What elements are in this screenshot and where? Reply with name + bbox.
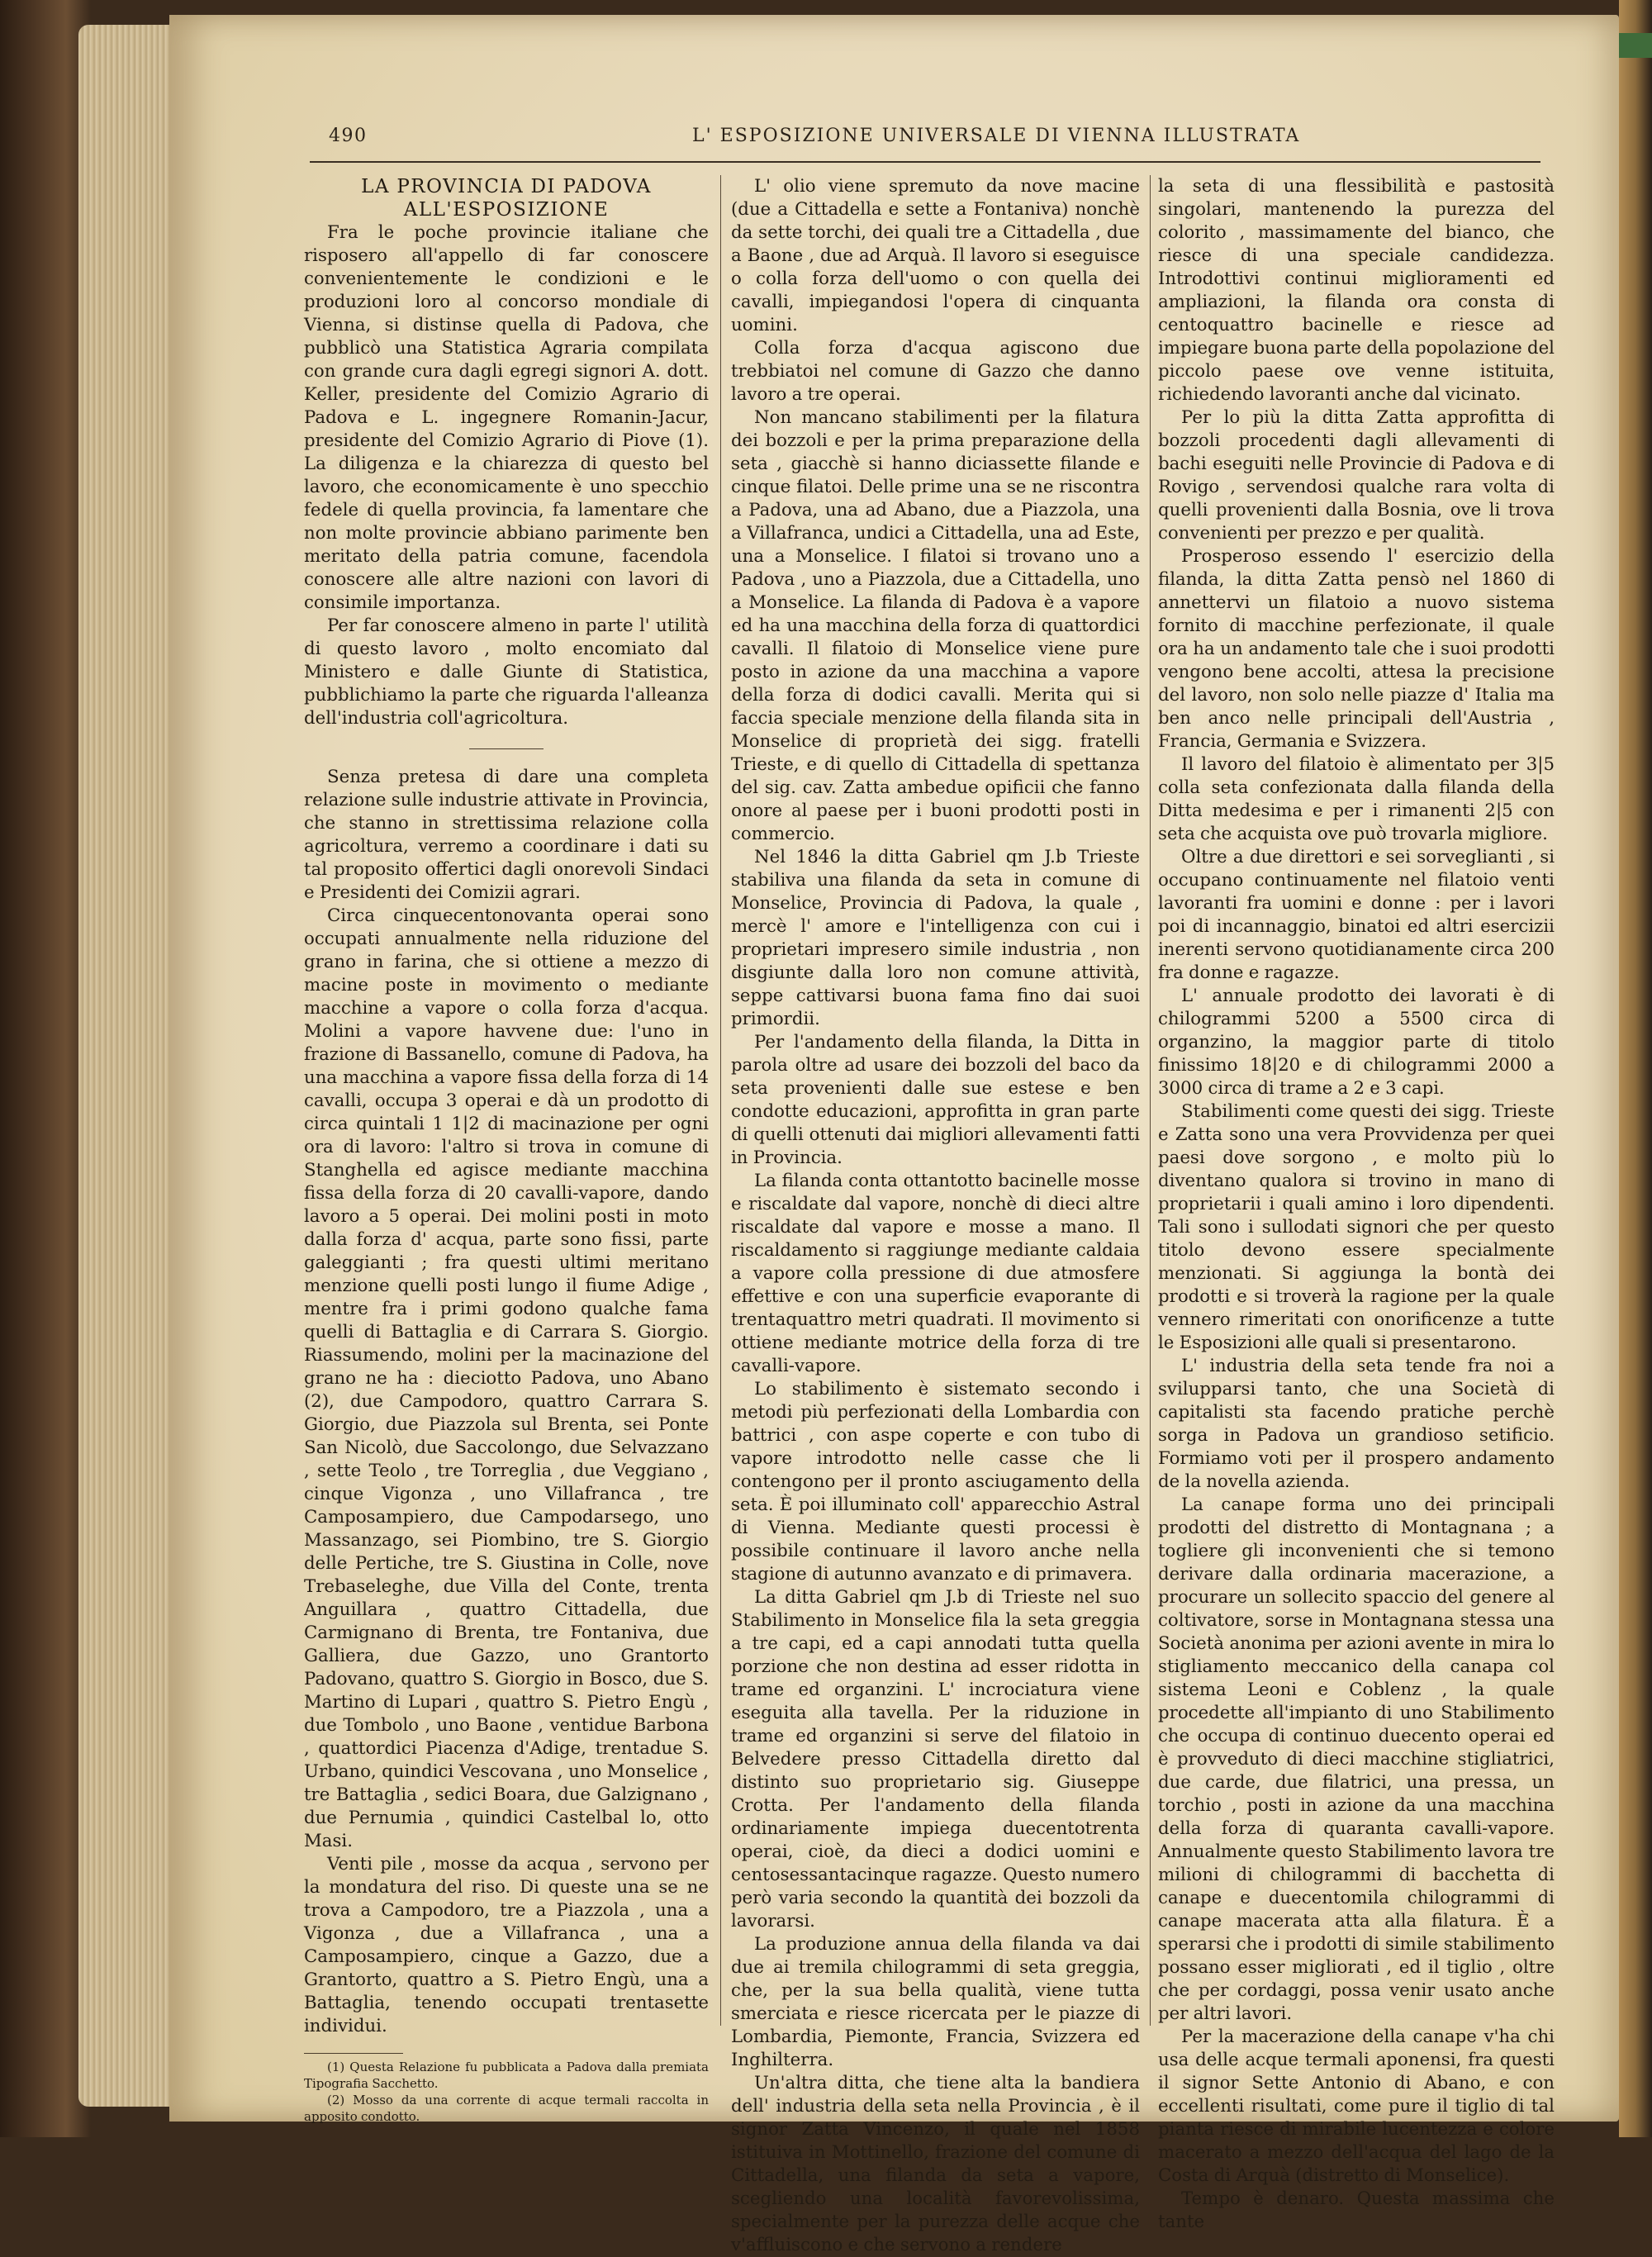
running-title: L' ESPOSIZIONE UNIVERSALE DI VIENNA ILLUSTRATA: [692, 126, 1301, 146]
paragraph: Venti pile , mosse da acqua , servono per la mondatura del riso. Di queste una se ne trova a Campodoro, tre a Piazzola , una a Vigonza , due a Villafranca , una a Camposampiero, cinque a Gazzo, due a Grantorto, quattro a S. Pietro Engù, una a Battaglia, tenendo occupati trentasette individui.: [304, 1854, 709, 2036]
paragraph: Tempo è denaro. Questa massima che tante: [1158, 2188, 1555, 2232]
green-tab: [1619, 33, 1652, 58]
column-2: [731, 175, 1140, 2257]
paragraph: la seta di una flessibilità e pastosità singolari, mantenendo la purezza del colorito , massimamente del bianco, che riesce di una speciale candidezza. Introdottivi continui miglioramenti ed ampliazioni, la filanda ora consta di centoquattro bacinelle e riesce ad impiegare buona parte della popolazione del piccolo paese ove venne istituita, richiedendo lavoranti anche dal vicinato.: [1158, 176, 1555, 405]
footnote: (2) Mosso da una corrente di acque termali raccolta in apposito condotto.: [304, 2093, 709, 2124]
paragraph: Stabilimenti come questi dei sigg. Trieste e Zatta sono una vera Provvidenza per quei paesi dove sorgono , e molto più lo diventano qualora si trovino in mano di proprietarii i quali amino i loro dipendenti. Tali sono i sullodati signori che per questo titolo devono essere specialmente menzionati. Si aggiunga la bontà dei prodotti e si troverà la ragione per la quale vennero rimeritati con onorificenze a tutte le Esposizioni alle quali si presentarono.: [1158, 1101, 1555, 1353]
binding-edge: [1619, 0, 1652, 2137]
paragraph: La ditta Gabriel qm J.b di Trieste nel suo Stabilimento in Monselice fila la seta greggia a tre capi, ed a capi annodati tutta quella porzione che non destina ad esser ridotta in trame ed organzini. L' incrociatura viene eseguita alla tavella. Per la riduzione in trame ed organzini si serve del filatoio in Belvedere presso Cittadella diretto dal distinto suo proprietario sig. Giuseppe Crotta. Per l'andamento della filanda ordinariamente impiega duecentotrenta operai, cioè, da dieci a dodici uomini e centosessantacinque ragazze. Questo numero però varia secondo la quantità dei bozzoli da lavorarsi.: [731, 1587, 1140, 1932]
paragraph: Per l'andamento della filanda, la Ditta in parola oltre ad usare dei bozzoli del baco da seta provenienti dalle sue estese e ben condotte educazioni, approfitta in gran parte di quelli ottenuti dai migliori allevamenti fatti in Provincia.: [731, 1032, 1140, 1168]
paragraph: Circa cinquecentonovanta operai sono occupati annualmente nella riduzione del grano in farina, che si ottiene a mezzo di macine poste in movimento o mediante macchine a vapore o colla forza d'acqua. Molini a vapore havvene due: l'uno in frazione di Bassanello, comune di Padova, ha una macchina a vapore fissa della forza di 14 cavalli, occupa 3 operai e dà un prodotto di circa quintali 1 1|2 di macinazione per ogni ora di lavoro: l'altro si trova in comune di Stanghella ed agisce mediante macchina fissa della forza di 20 cavalli-vapore, dando lavoro a 5 operai. Dei molini posti in moto dalla forza d' acqua, parte sono fissi, parte galeggianti ; fra questi ultimi meritano menzione quelli posti lungo il fiume Adige , mentre fra i primi godono qualche fama quelli di Battaglia e di Carrara S. Giorgio. Riassumendo, molini per la macinazione del grano ne ha : dieciotto Padova, uno Abano (2), due Campodoro, quattro Carrara S. Giorgio, due Piazzola sul Brenta, sei Ponte San Nicolò, due Saccolongo, due Selvazzano , sette Teolo , tre Torreglia , due Veggiano , cinque Vigonza , uno Villafranca , tre Camposampiero, due Campodarsego, uno Massanzago, sei Piombino, tre S. Giorgio delle Pertiche, tre S. Giustina in Colle, nove Trebaseleghe, due Villa del Conte, trenta Anguillara , quattro Cittadella, due Carmignano di Brenta, tre Fontaniva, due Galliera, due Gazzo, uno Grantorto Padovano, quattro S. Giorgio in Bosco, due S. Martino di Lupari , quattro S. Pietro Engù , due Tombolo , uno Baone , ventidue Barbona , quattordici Piacenza d'Adige, trentadue S. Urbano, quindici Vescovana , uno Monselice , tre Battaglia , sedici Boara, due Galzignano , due Pernumia , quindici Castelbal lo, otto Masi.: [304, 905, 709, 1851]
column-divider-2: [1150, 175, 1151, 2026]
paragraph: L' olio viene spremuto da nove macine (due a Cittadella e sette a Fontaniva) nonchè da sette torchi, dei quali tre a Cittadella , due a Baone , due ad Arquà. Il lavoro si eseguisce o colla forza dell'uomo o con quella dei cavalli, impiegandosi l'opera di cinquanta uomini.: [731, 176, 1140, 335]
section-separator: [469, 748, 544, 749]
paragraph: L' industria della seta tende fra noi a svilupparsi tanto, che una Società di capitalisti sta facendo pratiche perchè sorga in Padova un grandioso setificio. Formiamo voti per il prospero andamento de la novella azienda.: [1158, 1356, 1555, 1492]
paragraph: Per la macerazione della canape v'ha chi usa delle acque termali aponensi, fra questi il signor Sette Antonio di Abano, e con eccellenti risultati, come pure il tiglio di tal pianta riesce di mirabile lucentezza e colore macerato a mezzo dell'acqua del lago de la Costa di Arquà (distretto di Monselice).: [1158, 2027, 1555, 2186]
column-1: [304, 175, 709, 2125]
column-divider-1: [720, 175, 721, 2026]
paragraph: Non mancano stabilimenti per la filatura dei bozzoli e per la prima preparazione della seta , giacchè si hanno diciassette filande e cinque filatoi. Delle prime una se ne riscontra a Padova, una ad Abano, due a Piazzola, una a Villafranca, undici a Cittadella, una ad Este, una a Monselice. I filatoi si trovano uno a Padova , uno a Piazzola, due a Cittadella, uno a Monselice. La filanda di Padova è a vapore ed ha una macchina della forza di quattordici cavalli. Il filatoio di Monselice viene pure posto in azione da una macchina a vapore della forza di dodici cavalli. Merita qui si faccia speciale menzione della filanda sita in Monselice di proprietà dei sigg. fratelli Trieste, e di quello di Cittadella di spettanza del sig. cav. Zatta ambedue opificii che fanno onore al paese per i buoni prodotti posti in commercio.: [731, 407, 1140, 844]
paragraph: Per lo più la ditta Zatta approfitta di bozzoli procedenti dagli allevamenti di bachi eseguiti nelle Provincie di Padova e di Rovigo , servendosi qualche rara volta di quelli provenienti dalla Bosnia, ove li trova convenienti per prezzo e per qualità.: [1158, 407, 1555, 544]
paragraph: Prosperoso essendo l' esercizio della filanda, la ditta Zatta pensò nel 1860 di annettervi un filatoio a nuovo sistema fornito di macchine perfezionate, il quale ora ha un andamento tale che i suoi prodotti vengono bene accolti, attesa la precisione del lavoro, non solo nelle piazze d' Italia ma ben anco nelle principali dell'Austria , Francia, Germania e Svizzera.: [1158, 546, 1555, 752]
footnote-rule: [304, 2053, 403, 2054]
paragraph: Un'altra ditta, che tiene alta la bandiera dell' industria della seta nella Provincia , è il signor Zatta Vincenzo, il quale nel 1858 istituiva in Mottinello, frazione del comune di Cittadella, una filanda da seta a vapore, scegliendo una località favorevolissima, specialmente per la purezza delle acque che v'affluiscono e che servono a rendere: [731, 2073, 1140, 2255]
paragraph: L' annuale prodotto dei lavorati è di chilogrammi 5200 a 5500 circa di organzino, la maggior parte di titolo finissimo 18|20 e di chilogrammi 2000 a 3000 circa di trame a 2 e 3 capi.: [1158, 986, 1555, 1099]
paragraph: La canape forma uno dei principali prodotti del distretto di Montagnana ; a togliere gli inconvenienti che si temono derivare dalla ordinaria macerazione, a procurare un sollecito spaccio del genere al coltivatore, sorse in Montagnana stessa una Società anonima per azioni avente in mira lo stigliamento meccanico della canapa col sistema Leoni e Coblenz , la quale procedette all'impianto di uno Stabilimento che occupa di continuo duecento operai ed è provveduto di dieci macchine stigliatrici, due carde, due filatrici, una pressa, un torchio , posti in azione da una macchina della forza di quaranta cavalli-vapore. Annualmente questo Stabilimento lavora tre milioni di chilogrammi di bacchetta di canape e duecentomila chilogrammi di canape macerata atta alla filatura. È a sperarsi che i prodotti di simile stabilimento possano esser migliorati , ed il tiglio , oltre che per cordaggi, possa venir usato anche per altri lavori.: [1158, 1494, 1555, 2024]
article-title: LA PROVINCIA DI PADOVA ALL'ESPOSIZIONE: [361, 176, 652, 221]
paragraph: Per far conoscere almeno in parte l' utilità di questo lavoro , molto encomiato dal Ministero e dalle Giunte di Statistica, pubblichiamo la parte che riguarda l'alleanza dell'industria coll'agricoltura.: [304, 615, 709, 729]
column-3: [1158, 175, 1555, 2234]
paragraph: La produzione annua della filanda va dai due ai tremila chilogrammi di seta greggia, che, per la sua bella qualità, viene tutta smerciata e riesce ricercata per le piazze di Lombardia, Piemonte, Francia, Svizzera ed Inghilterra.: [731, 1934, 1140, 2070]
page-number: 490: [329, 126, 368, 146]
paragraph: Il lavoro del filatoio è alimentato per 3|5 colla seta confezionata dalla filanda della Ditta medesima e per i rimanenti 2|5 con seta che acquista ove può trovarla migliore.: [1158, 754, 1555, 844]
paragraph: Oltre a due direttori e sei sorveglianti , si occupano continuamente nel filatoio venti lavoranti fra uomini e donne : per i lavori poi di incannaggio, binatoi ed altri esercizii inerenti servono quotidianamente circa 200 fra donne e ragazze.: [1158, 847, 1555, 983]
paragraph: Lo stabilimento è sistemato secondo i metodi più perfezionati della Lombardia con battrici , con aspe coperte e con tubo di vapore introdotto nelle casse che li contengono per il pronto asciugamento della seta. È poi illuminato coll' apparecchio Astral di Vienna. Mediante questi processi è possibile continuare il lavoro anche nella stagione di autunno avanzato e di primavera.: [731, 1379, 1140, 1585]
paragraph: Nel 1846 la ditta Gabriel qm J.b Trieste stabiliva una filanda da seta in comune di Monselice, Provincia di Padova, la quale , mercè l' amore e l'intelligenza con cui i proprietari impresero simile industria , non disgiunte dalla loro non comune attività, seppe cattivarsi buona fama fino dai suoi primordii.: [731, 847, 1140, 1029]
paragraph: Fra le poche provincie italiane che risposero all'appello di far conoscere convenientemente le condizioni e le produzioni loro al concorso mondiale di Vienna, si distinse quella di Padova, che pubblicò una Statistica Agraria compilata con grande cura dagli egregi signori A. dott. Keller, presidente del Comizio Agrario di Padova e L. ingegnere Romanin-Jacur, presidente del Comizio Agrario di Piove (1). La diligenza e la chiarezza di questo bel lavoro, che economicamente è uno specchio fedele di quella provincia, fa lamentare che non molte provincie abbiano parimente ben meritato della patria comune, facendola conoscere alle altre nazioni con lavori di consimile importanza.: [304, 222, 709, 613]
paragraph: Colla forza d'acqua agiscono due trebbiatoi nel comune di Gazzo che danno lavoro a tre operai.: [731, 338, 1140, 405]
header-rule: [310, 161, 1540, 163]
paragraph: Senza pretesa di dare una completa relazione sulle industrie attivate in Provincia, che stanno in strettissima relazione colla agricoltura, verremo a coordinare i dati su tal proposito offertici dagli onorevoli Sindaci e Presidenti dei Comizii agrari.: [304, 767, 709, 903]
paragraph: La filanda conta ottantotto bacinelle mosse e riscaldate dal vapore, nonchè di dieci altre riscaldate dal vapore e mosse a mano. Il riscaldamento si raggiunge mediante caldaia a vapore colla pressione di due atmosfere effettive e con una superficie evaporante di trentaquattro metri quadrati. Il movimento si ottiene mediante motrice della forza di tre cavalli-vapore.: [731, 1171, 1140, 1376]
footnote: (1) Questa Relazione fu pubblicata a Padova dalla premiata Tipografia Sacchetto.: [304, 2060, 709, 2091]
